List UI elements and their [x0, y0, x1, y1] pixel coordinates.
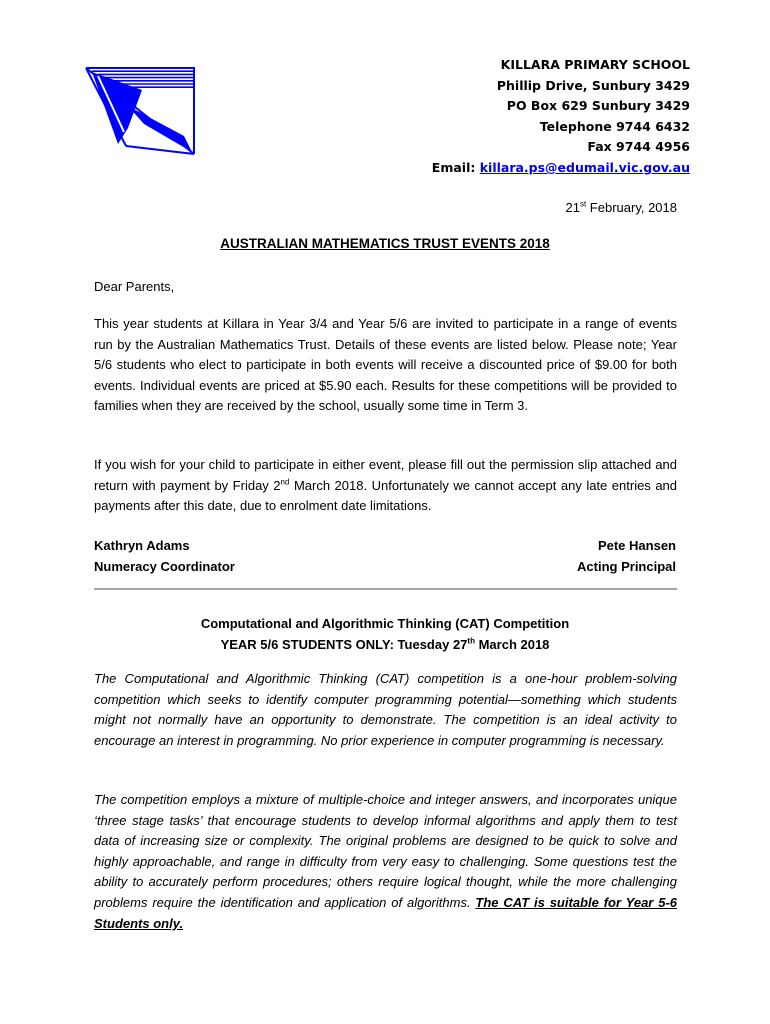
school-address: Phillip Drive, Sunbury 3429	[496, 77, 690, 93]
signer-right-role: Acting Principal	[577, 558, 676, 574]
school-name: KILLARA PRIMARY SCHOOL	[500, 57, 690, 72]
competition-heading	[0, 614, 770, 655]
permission-text-b: March 2018. Unfortunately we cannot accept any late entries and payments after this date, due to enrolment date limitations.	[94, 477, 678, 514]
signer-left-role: Numeracy Coordinator	[94, 558, 235, 574]
competition-subtitle-sup: th	[467, 636, 475, 646]
signer-right-name: Pete Hansen	[597, 538, 676, 553]
competition-details	[94, 790, 677, 934]
competition-subtitle	[0, 635, 770, 656]
school-contact-block	[432, 55, 690, 179]
school-po-box: PO Box 629 Sunbury 3429	[506, 98, 690, 114]
school-email-line	[432, 158, 690, 179]
competition-subtitle-b: March 2018	[474, 636, 550, 652]
school-logo-icon	[84, 66, 196, 156]
letter-date	[565, 200, 677, 215]
greeting: Dear Parents,	[94, 279, 175, 294]
permission-paragraph	[94, 455, 677, 517]
date-rest: February, 2018	[586, 200, 677, 215]
signature-right	[577, 536, 676, 577]
email-link[interactable]: killara.ps@edumail.vic.gov.au	[479, 159, 690, 175]
date-suffix: st	[579, 199, 587, 209]
logo-body	[92, 72, 142, 144]
school-fax: Fax 9744 4956	[587, 139, 690, 155]
signer-left-name: Kathryn Adams	[94, 538, 190, 553]
permission-text-a: If you wish for your child to participate in either event, please fill out the permission slip attached and return with payment by Friday 2	[94, 457, 677, 493]
competition-title: Computational and Algorithmic Thinking (CAT) Competition	[200, 616, 570, 631]
suitability-note: The CAT is suitable for Year 5-6 Students only.	[94, 894, 678, 931]
email-label: Email:	[431, 159, 476, 175]
intro-paragraph: This year students at Killara in Year 3/4 and Year 5/6 are invited to participate in a range of events run by the Australian Mathematics Trust. Details of these events are listed below. Please note; Year 5/6 students who elect to participate in both events will receive a discounted price of $9.00 for both events. Individual events are priced at $5.90 each. Results for these competitions will be provided to families when they are received by the school, usually some time in Term 3.	[94, 316, 677, 414]
section-divider	[94, 588, 677, 590]
signature-left	[94, 536, 235, 577]
competition-details-text: The competition employs a mixture of multiple-choice and integer answers, and incorporates unique ‘three stage tasks’ that encourage students to develop informal algorithms and apply them to test data of increasing size or complexity. The original problems are designed to be quick to solve and highly approachable, and range in difficulty from very easy to challenging. Some questions test the ability to accurately perform procedures; others require logical thought, while the more challenging problems require the identification and application of algorithms.	[94, 792, 677, 910]
logo-wing	[128, 106, 192, 152]
date-day: 21	[565, 200, 580, 215]
school-telephone: Telephone 9744 6432	[539, 118, 690, 134]
letter-title: AUSTRALIAN MATHEMATICS TRUST EVENTS 2018	[220, 236, 550, 251]
competition-subtitle-a: YEAR 5/6 STUDENTS ONLY: Tuesday 27	[220, 636, 468, 652]
competition-description: The Computational and Algorithmic Thinking (CAT) competition is a one-hour problem-solving competition which seeks to identify computer programming potential—something which students might not normally have an opportunity to demonstrate. The competition is an ideal activity to encourage an interest in programming. No prior experience in computer programming is necessary.	[94, 671, 677, 748]
permission-sup: nd	[280, 477, 290, 487]
